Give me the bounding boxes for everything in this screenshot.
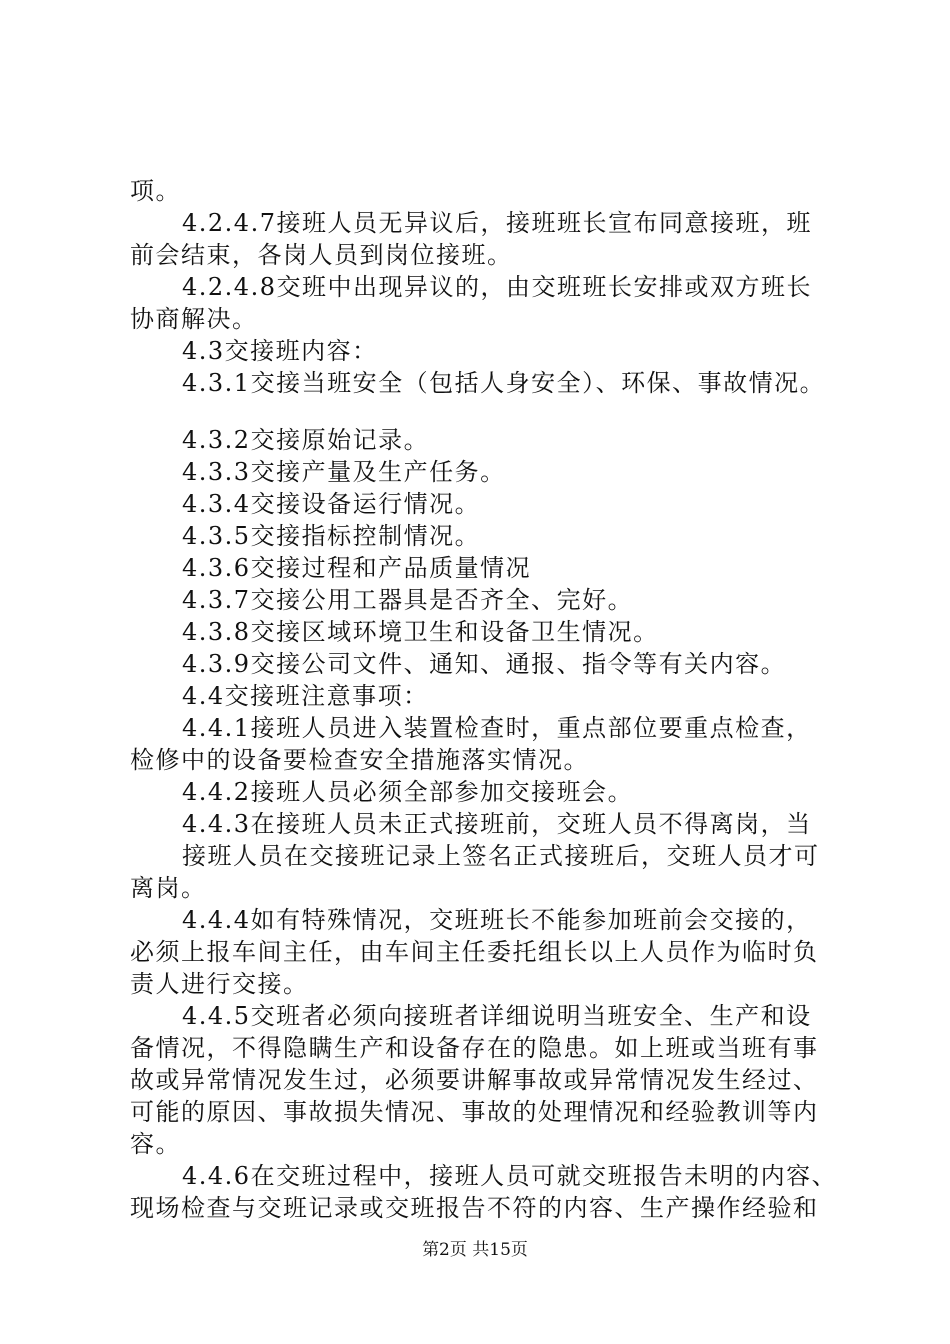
text-line: 4.4.2接班人员必须全部参加交接班会。 — [182, 778, 634, 806]
text-line: 4.3.5交接指标控制情况。 — [182, 522, 481, 550]
text-line: 离岗。 — [130, 874, 207, 902]
text-line: 4.4.1接班人员进入装置检查时，重点部位要重点检查， — [182, 714, 812, 742]
text-line: 协商解决。 — [130, 305, 258, 333]
text-line: 故或异常情况发生过，必须要讲解事故或异常情况发生经过、 — [130, 1066, 819, 1094]
text-line: 4.3交接班内容： — [182, 337, 378, 365]
text-line: 4.4.3在接班人员未正式接班前，交班人员不得离岗，当 — [182, 810, 812, 838]
text-line: 可能的原因、事故损失情况、事故的处理情况和经验教训等内 — [130, 1098, 819, 1126]
text-line: 必须上报车间主任，由车间主任委托组长以上人员作为临时负 — [130, 938, 819, 966]
page-number-footer: 第2页 共15页 — [422, 1240, 528, 1260]
text-line: 4.3.2交接原始记录。 — [182, 426, 430, 454]
text-line: 容。 — [130, 1130, 181, 1158]
text-line: 4.4.6在交班过程中，接班人员可就交班报告未明的内容、 — [182, 1162, 838, 1190]
text-line: 4.3.9交接公司文件、通知、通报、指令等有关内容。 — [182, 650, 787, 678]
text-line: 4.3.1交接当班安全（包括人身安全）、环保、事故情况。 — [182, 369, 826, 397]
text-line: 检修中的设备要检查安全措施落实情况。 — [130, 746, 589, 774]
text-line: 4.4交接班注意事项： — [182, 682, 429, 710]
text-line: 4.4.4如有特殊情况，交班班长不能参加班前会交接的， — [182, 906, 812, 934]
text-line: 4.3.4交接设备运行情况。 — [182, 490, 481, 518]
text-line: 责人进行交接。 — [130, 970, 309, 998]
text-line: 4.3.8交接区域环境卫生和设备卫生情况。 — [182, 618, 659, 646]
text-line: 项。 — [130, 177, 181, 205]
text-line: 4.3.6交接过程和产品质量情况 — [182, 554, 532, 582]
text-line: 4.4.5交班者必须向接班者详细说明当班安全、生产和设 — [182, 1002, 812, 1030]
text-line: 接班人员在交接班记录上签名正式接班后，交班人员才可 — [182, 842, 820, 870]
text-line: 4.2.4.7接班人员无异议后，接班班长宣布同意接班，班 — [182, 209, 812, 237]
text-line: 4.2.4.8交班中出现异议的，由交班班长安排或双方班长 — [182, 273, 812, 301]
text-line: 4.3.7交接公用工器具是否齐全、完好。 — [182, 586, 634, 614]
text-line: 前会结束，各岗人员到岗位接班。 — [130, 241, 513, 269]
text-line: 现场检查与交班记录或交班报告不符的内容、生产操作经验和 — [130, 1194, 819, 1222]
text-line: 备情况，不得隐瞒生产和设备存在的隐患。如上班或当班有事 — [130, 1034, 819, 1062]
text-line: 4.3.3交接产量及生产任务。 — [182, 458, 506, 486]
